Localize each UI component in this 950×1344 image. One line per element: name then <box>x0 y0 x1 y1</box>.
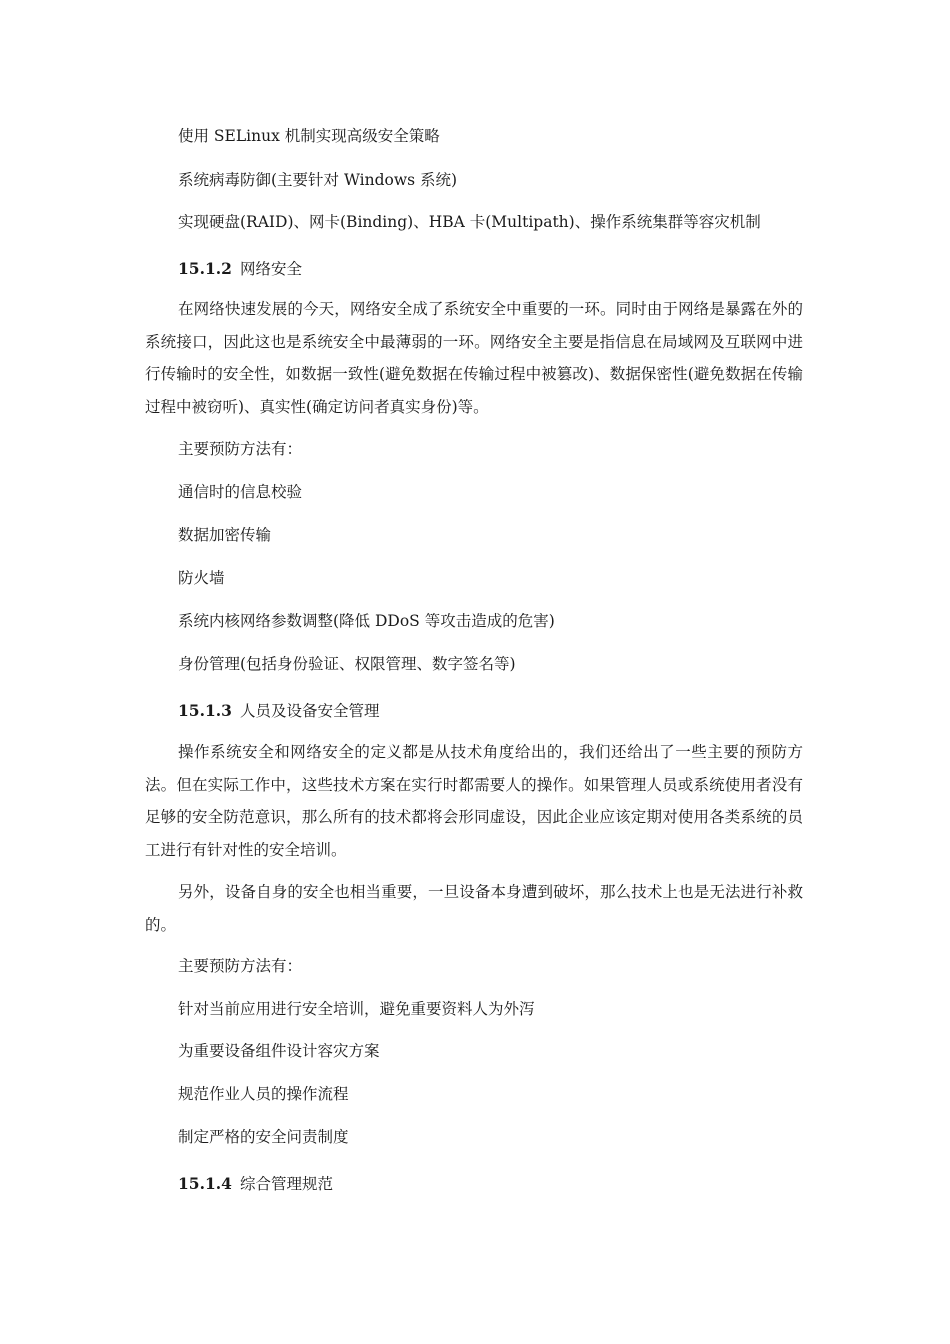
body-paragraph: 另外，设备自身的安全也相当重要，一旦设备本身遭到破坏，那么技术上也是无法进行补救的。 <box>145 883 803 934</box>
list-item: 身份管理(包括身份验证、权限管理、数字签名等) <box>178 655 516 673</box>
section-number: 15.1.3 <box>178 701 232 720</box>
list-item: 防火墙 <box>178 569 225 587</box>
methods-label: 主要预防方法有： <box>178 957 303 975</box>
list-item: 为重要设备组件设计容灾方案 <box>178 1042 380 1060</box>
section-title: 人员及设备安全管理 <box>239 702 380 720</box>
list-item: 系统内核网络参数调整(降低 DDoS 等攻击造成的危害) <box>178 612 555 630</box>
body-paragraph: 在网络快速发展的今天，网络安全成了系统安全中重要的一环。同时由于网络是暴露在外的系统接口，因此这也是系统安全中最薄弱的一环。网络安全主要是指信息在局域网及互联网中进行传输时的安全性，如数据一致性(避免数据在传输过程中被篡改)、数据保密性(避免数据在传输过程中被窃听)、真实性(确定访问者真实身份)等。 <box>145 300 803 416</box>
section-number: 15.1.4 <box>178 1174 232 1193</box>
list-item: 制定严格的安全问责制度 <box>178 1128 349 1146</box>
section-heading-15-1-2 <box>178 259 302 279</box>
list-item: 使用 SELinux 机制实现高级安全策略 <box>178 127 440 145</box>
list-item: 系统病毒防御(主要针对 Windows 系统) <box>178 171 458 189</box>
list-item: 实现硬盘(RAID)、网卡(Binding)、HBA 卡(Multipath)、操作系统集群等容灾机制 <box>178 213 761 231</box>
section-heading-15-1-3 <box>178 701 379 721</box>
section-heading-15-1-4 <box>178 1174 333 1194</box>
list-item: 针对当前应用进行安全培训，避免重要资料人为外泻 <box>178 1000 535 1018</box>
list-item: 通信时的信息校验 <box>178 483 303 501</box>
section-title: 综合管理规范 <box>239 1175 333 1193</box>
methods-label: 主要预防方法有： <box>178 440 303 458</box>
section-title: 网络安全 <box>239 260 302 278</box>
body-paragraph: 操作系统安全和网络安全的定义都是从技术角度给出的，我们还给出了一些主要的预防方法。但在实际工作中，这些技术方案在实行时都需要人的操作。如果管理人员或系统使用者没有足够的安全防范意识，那么所有的技术都将会形同虚设，因此企业应该定期对使用各类系统的员工进行有针对性的安全培训。 <box>145 743 803 859</box>
list-item: 数据加密传输 <box>178 526 272 544</box>
section-number: 15.1.2 <box>178 259 232 278</box>
list-item: 规范作业人员的操作流程 <box>178 1085 349 1103</box>
